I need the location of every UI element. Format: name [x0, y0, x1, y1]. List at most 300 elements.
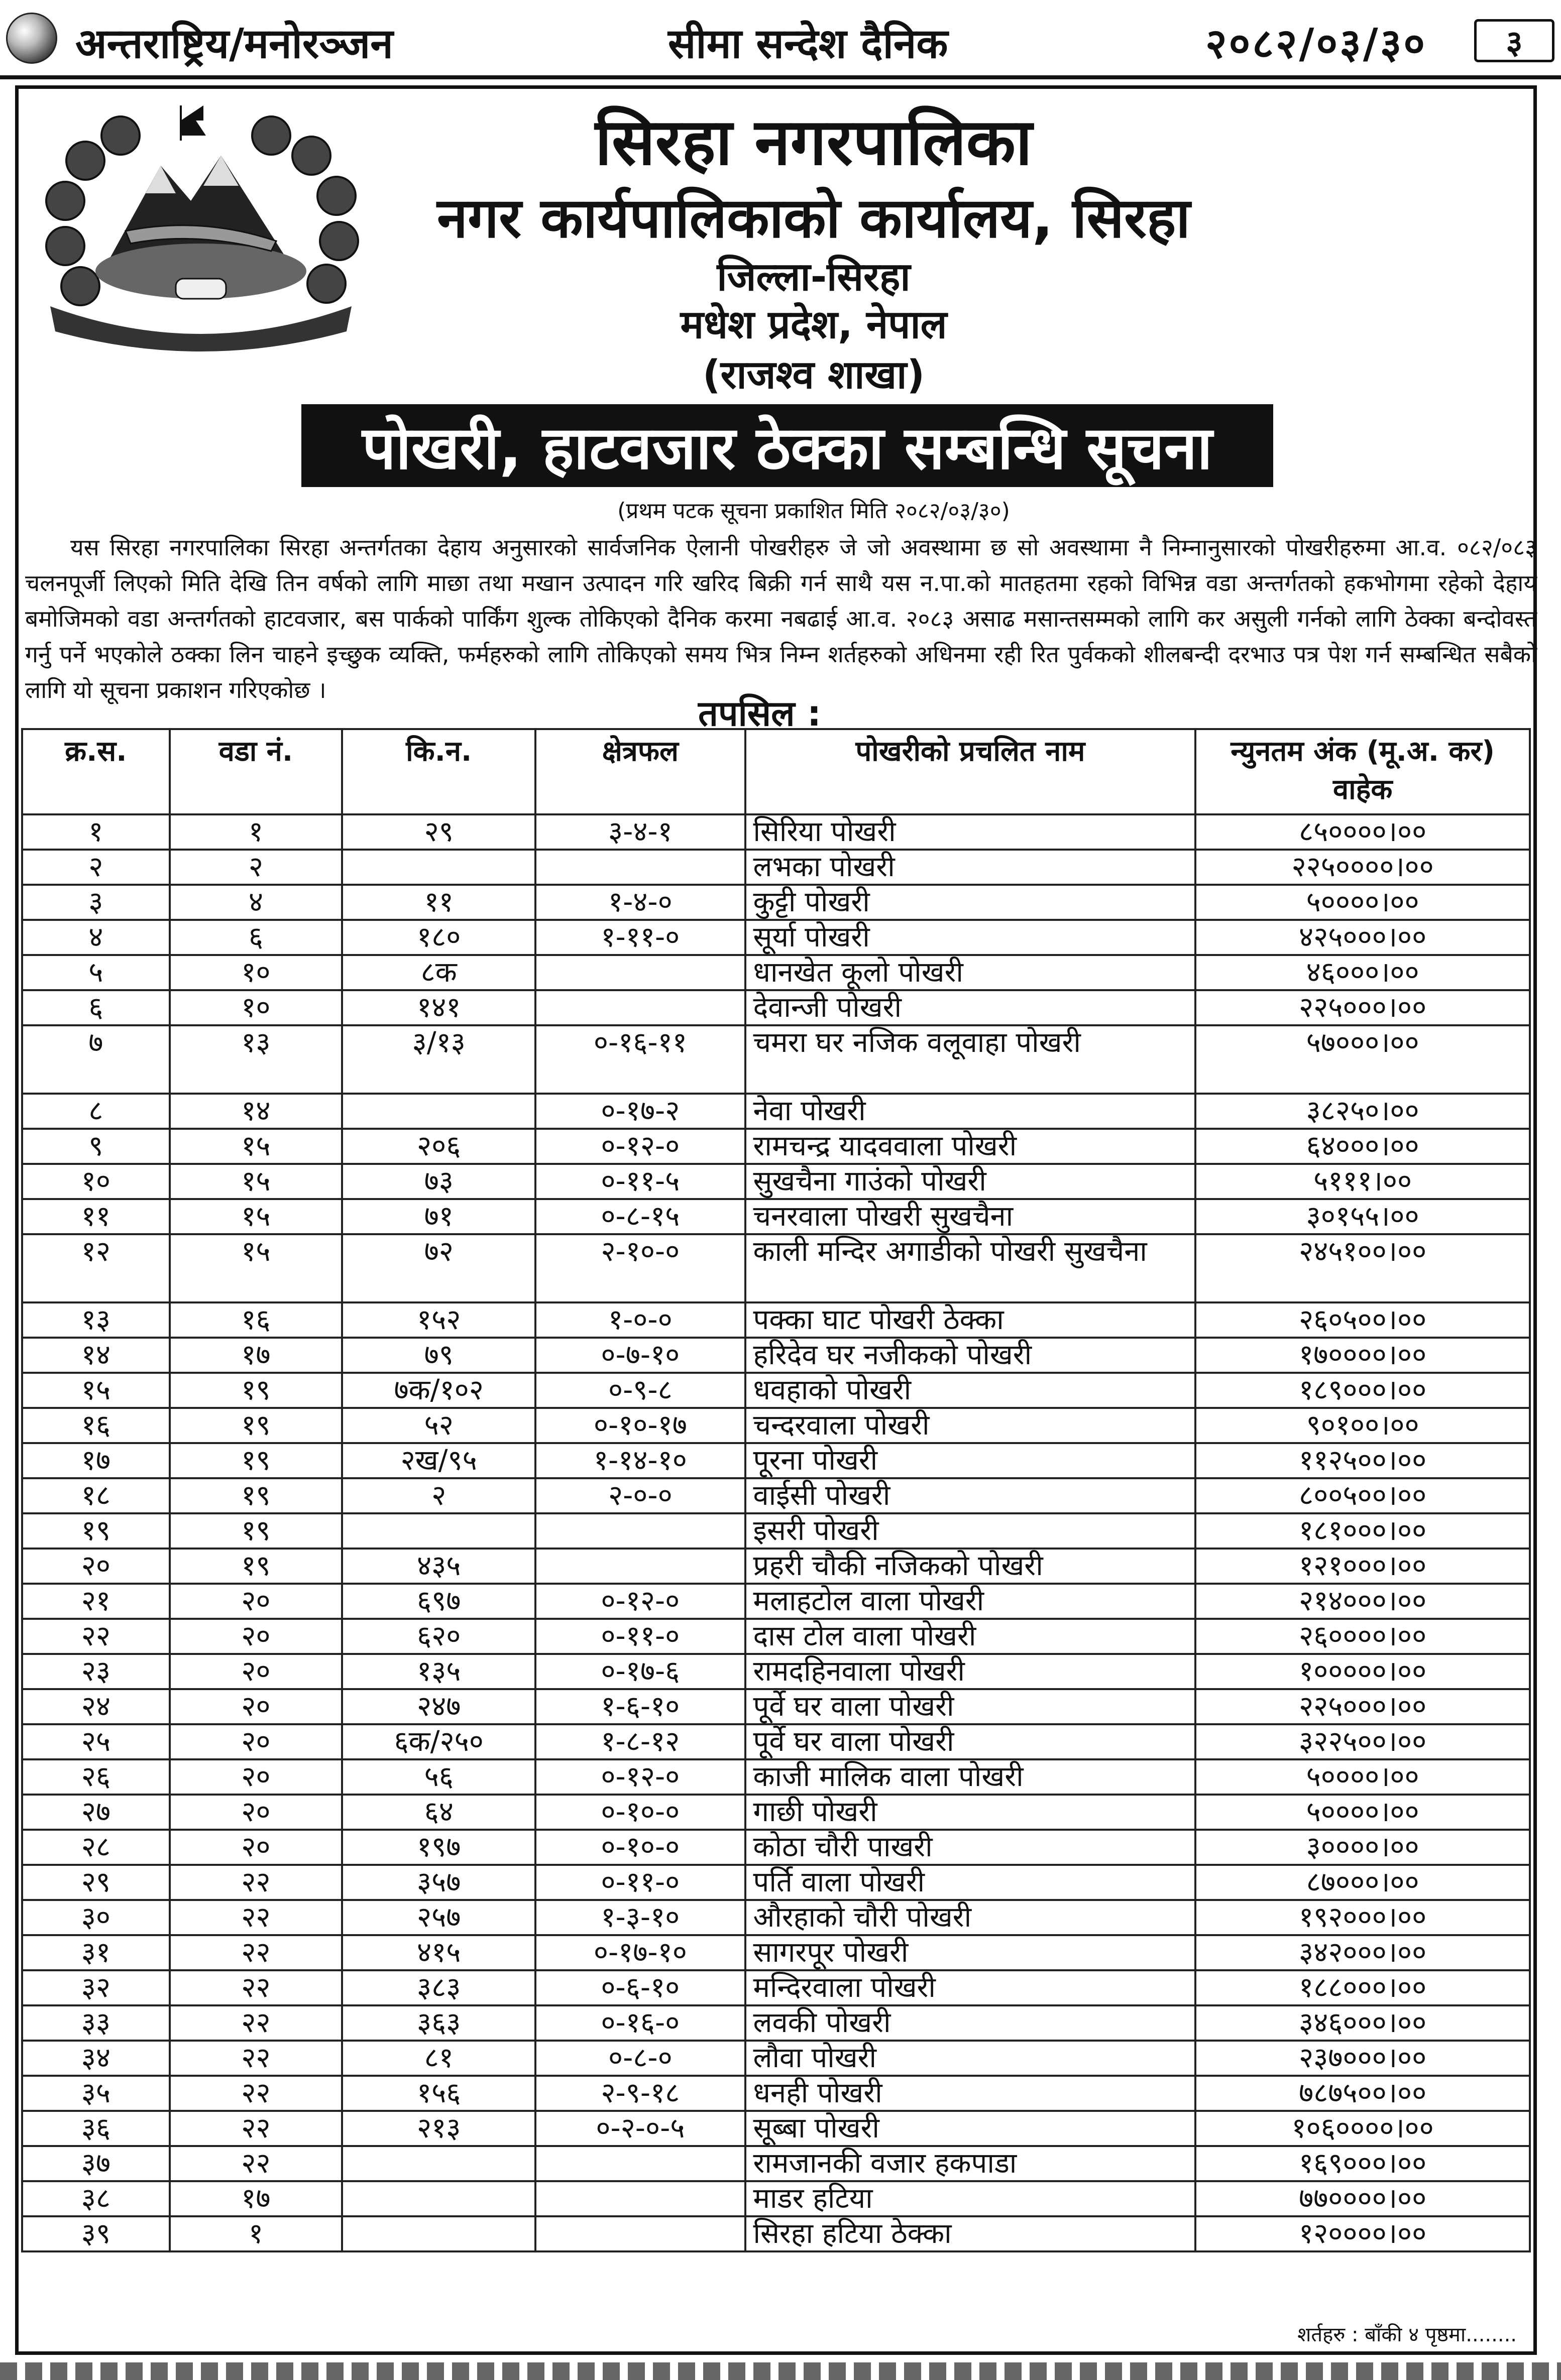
- table-cell: २३७०००।००: [1195, 2041, 1530, 2076]
- table-cell: ५७०००।००: [1195, 1025, 1530, 1094]
- table-cell: ३२२५००।००: [1195, 1724, 1530, 1759]
- table-row: [22, 1199, 1530, 1234]
- table-cell: १२१०००।००: [1195, 1549, 1530, 1584]
- table-cell: २०: [170, 1795, 343, 1830]
- table-cell: १९: [170, 1408, 343, 1443]
- table-row: [22, 2005, 1530, 2041]
- table-cell: ७८७५००।००: [1195, 2076, 1530, 2111]
- table-cell: [535, 955, 745, 990]
- table-cell: ६९७: [342, 1584, 535, 1619]
- table-cell: पूर्वे घर वाला पोखरी: [745, 1689, 1196, 1724]
- table-cell: २४५१००।००: [1195, 1234, 1530, 1302]
- publication-date-note: (प्रथम पटक सूचना प्रकाशित मिति २०८२/०३/३०): [617, 498, 1010, 524]
- table-row: [22, 1302, 1530, 1338]
- table-cell: ५१११।००: [1195, 1164, 1530, 1199]
- table-cell: १७: [22, 1443, 170, 1478]
- table-cell: २०: [170, 1584, 343, 1619]
- table-cell: ०-११-०: [535, 1619, 745, 1654]
- table-cell: ७९: [342, 1338, 535, 1373]
- table-cell: ३/१३: [342, 1025, 535, 1094]
- table-cell: औरहाको चौरी पोखरी: [745, 1900, 1196, 1935]
- table-cell: १९: [170, 1373, 343, 1408]
- table-cell: इसरी पोखरी: [745, 1513, 1196, 1549]
- table-cell: २६०५००।००: [1195, 1302, 1530, 1338]
- table-cell: ३८: [22, 2181, 170, 2216]
- table-cell: २२५००००।००: [1195, 850, 1530, 885]
- table-cell: २०: [170, 1654, 343, 1689]
- table-cell: १२००००।००: [1195, 2216, 1530, 2251]
- newspaper-name: सीमा सन्देश दैनिक: [668, 20, 948, 68]
- table-cell: कुट्टी पोखरी: [745, 885, 1196, 920]
- table-row: [22, 1654, 1530, 1689]
- table-cell: ६४०००।००: [1195, 1129, 1530, 1164]
- table-cell: रामदहिनवाला पोखरी: [745, 1654, 1196, 1689]
- table-row: [22, 1689, 1530, 1724]
- table-cell: ४: [170, 885, 343, 920]
- table-row: [22, 1549, 1530, 1584]
- table-row: [22, 1619, 1530, 1654]
- table-cell: मलाहटोल वाला पोखरी: [745, 1584, 1196, 1619]
- table-cell: २१३: [342, 2111, 535, 2146]
- table-cell: ६क/२५०: [342, 1724, 535, 1759]
- table-cell: ४६०००।००: [1195, 955, 1530, 990]
- table-cell: १-०-०: [535, 1302, 745, 1338]
- table-cell: २२: [170, 1970, 343, 2005]
- table-cell: ५००००।००: [1195, 885, 1530, 920]
- table-cell: १५: [170, 1234, 343, 1302]
- table-cell: १: [170, 814, 343, 850]
- table-row: [22, 1478, 1530, 1513]
- table-row: [22, 2216, 1530, 2251]
- table-caption: तपसिल :: [698, 693, 821, 734]
- table-cell: ३०१५५।००: [1195, 1199, 1530, 1234]
- table-row: [22, 1338, 1530, 1373]
- table-cell: २२: [170, 1935, 343, 1970]
- table-cell: ०-१२-०: [535, 1584, 745, 1619]
- table-cell: मन्दिरवाला पोखरी: [745, 1970, 1196, 2005]
- table-cell: १३५: [342, 1654, 535, 1689]
- table-cell: १७: [170, 2181, 343, 2216]
- table-cell: ४१५: [342, 1935, 535, 1970]
- table-cell: ०-८-१५: [535, 1199, 745, 1234]
- table-cell: १७००००।००: [1195, 1338, 1530, 1373]
- table-cell: ४: [22, 920, 170, 955]
- table-cell: सुखचैना गाउंको पोखरी: [745, 1164, 1196, 1199]
- table-cell: [535, 1549, 745, 1584]
- table-cell: रामजानकी वजार हकपाडा: [745, 2146, 1196, 2181]
- table-cell: २१४०००।००: [1195, 1584, 1530, 1619]
- table-cell: ८५००००।००: [1195, 814, 1530, 850]
- table-cell: १०: [170, 955, 343, 990]
- table-cell: [535, 1513, 745, 1549]
- table-cell: चनरवाला पोखरी सुखचैना: [745, 1199, 1196, 1234]
- table-cell: कोठा चौरी पाखरी: [745, 1830, 1196, 1865]
- table-cell: २०: [170, 1689, 343, 1724]
- table-cell: ०-१०-१७: [535, 1408, 745, 1443]
- column-header: क्षेत्रफल: [535, 729, 745, 814]
- table-row: [22, 814, 1530, 850]
- table-row: [22, 1513, 1530, 1549]
- table-cell: २ख/९५: [342, 1443, 535, 1478]
- table-cell: ८क: [342, 955, 535, 990]
- table-cell: देवान्जी पोखरी: [745, 990, 1196, 1025]
- table-cell: काजी मालिक वाला पोखरी: [745, 1759, 1196, 1795]
- table-cell: ०-१०-०: [535, 1830, 745, 1865]
- table-cell: ६: [170, 920, 343, 955]
- table-body: [22, 814, 1530, 2251]
- table-cell: ३१: [22, 1935, 170, 1970]
- column-header: क्र.स.: [22, 729, 170, 814]
- table-cell: १५: [170, 1199, 343, 1234]
- table-cell: ३: [22, 885, 170, 920]
- newspaper-header: [0, 0, 1561, 79]
- table-cell: १६: [22, 1408, 170, 1443]
- table-row: [22, 1865, 1530, 1900]
- table-cell: १९२०००।००: [1195, 1900, 1530, 1935]
- table-row: [22, 1584, 1530, 1619]
- table-cell: धनही पोखरी: [745, 2076, 1196, 2111]
- table-cell: १०६००००।००: [1195, 2111, 1530, 2146]
- notice-body: यस सिरहा नगरपालिका सिरहा अन्तर्गतका देहाय अनुसारको सार्वजनिक ऐलानी पोखरीहरु जे जो अवस्थामा छ सो अवस्थामा नै निम्नानुसारको पोखरीहरुमा आ.व. ०८२/०८३ चलनपूर्जी लिएको मिति देखि तिन वर्षको लागि माछा तथा मखान उत्पादन गरि खरिद बिक्री गर्न साथै यस न.पा.को मातहतमा रहको विभिन्न वडा अन्तर्गतको हकभोगमा रहेको देहाय बमोजिमको वडा अन्तर्गतको हाटवजार, बस पार्कको पार्किंग शुल्क तोकिएको दैनिक करमा नबढाई आ.व. २०८३ असाढ मसान्तसम्मको लागि कर असुली गर्नको लागि ठेक्का बन्दोवस्त गर्नु पर्ने भएकोले ठक्का लिन चाहने इच्छुक व्यक्ति, फर्महरुको लागि तोकिएको समय भित्र निम्न शर्तहरुको अधिनमा रही रित पुर्वकको शीलबन्दी दरभाउ पत्र पेश गर्न सम्बन्धित सबैको लागि यो सूचना प्रकाशन गरिएकोछ ।: [25, 534, 1537, 703]
- table-cell: १५: [22, 1373, 170, 1408]
- table-cell: २२: [170, 2041, 343, 2076]
- branch-name: (राजश्व शाखा): [702, 352, 925, 398]
- table-cell: २४: [22, 1689, 170, 1724]
- table-cell: ५००००।००: [1195, 1759, 1530, 1795]
- table-cell: २२: [170, 2005, 343, 2041]
- table-cell: १०: [22, 1164, 170, 1199]
- table-cell: ०-११-५: [535, 1164, 745, 1199]
- table-cell: पूर्वे घर वाला पोखरी: [745, 1724, 1196, 1759]
- table-cell: पर्ति वाला पोखरी: [745, 1865, 1196, 1900]
- table-cell: ०-१२-०: [535, 1129, 745, 1164]
- table-cell: ०-१७-६: [535, 1654, 745, 1689]
- table-row: [22, 1830, 1530, 1865]
- table-cell: सूब्बा पोखरी: [745, 2111, 1196, 2146]
- table-cell: ९: [22, 1129, 170, 1164]
- table-cell: २२५०००।००: [1195, 990, 1530, 1025]
- table-cell: २०: [170, 1759, 343, 1795]
- table-cell: सिरिया पोखरी: [745, 814, 1196, 850]
- table-cell: १-३-१०: [535, 1900, 745, 1935]
- table-cell: १-४-०: [535, 885, 745, 920]
- globe-icon: [6, 13, 57, 64]
- table-row: [22, 1900, 1530, 1935]
- table-cell: [342, 1513, 535, 1549]
- table-cell: ०-८-०: [535, 2041, 745, 2076]
- table-cell: [342, 2146, 535, 2181]
- table-cell: [342, 1094, 535, 1129]
- table-cell: २: [22, 850, 170, 885]
- table-row: [22, 920, 1530, 955]
- table-cell: गाछी पोखरी: [745, 1795, 1196, 1830]
- table-cell: १६९०००।००: [1195, 2146, 1530, 2181]
- table-row: [22, 885, 1530, 920]
- table-cell: ३२: [22, 1970, 170, 2005]
- table-cell: ३०: [22, 1900, 170, 1935]
- column-header: वडा नं.: [170, 729, 343, 814]
- table-cell: ३६३: [342, 2005, 535, 2041]
- table-cell: ३५७: [342, 1865, 535, 1900]
- table-cell: १३: [22, 1302, 170, 1338]
- table-row: [22, 2146, 1530, 2181]
- table-cell: १९: [170, 1549, 343, 1584]
- table-cell: २२: [170, 1900, 343, 1935]
- table-cell: २१: [22, 1584, 170, 1619]
- table-cell: ०-१६-०: [535, 2005, 745, 2041]
- table-cell: पक्का घाट पोखरी ठेक्का: [745, 1302, 1196, 1338]
- table-cell: [535, 2146, 745, 2181]
- table-cell: २-०-०: [535, 1478, 745, 1513]
- table-cell: ०-१७-२: [535, 1094, 745, 1129]
- table-row: [22, 1164, 1530, 1199]
- table-cell: ८००५००।००: [1195, 1478, 1530, 1513]
- table-row: [22, 2181, 1530, 2216]
- table-row: [22, 1935, 1530, 1970]
- table-cell: १: [170, 2216, 343, 2251]
- table-cell: [342, 2216, 535, 2251]
- table-cell: २५: [22, 1724, 170, 1759]
- table-cell: पूरना पोखरी: [745, 1443, 1196, 1478]
- table-cell: ३७: [22, 2146, 170, 2181]
- table-cell: १४: [170, 1094, 343, 1129]
- table-cell: २७: [22, 1795, 170, 1830]
- table-cell: ६२०: [342, 1619, 535, 1654]
- table-cell: ७७००००।००: [1195, 2181, 1530, 2216]
- table-cell: १-८-१२: [535, 1724, 745, 1759]
- table-row: [22, 1795, 1530, 1830]
- table-cell: २९: [342, 814, 535, 850]
- table-cell: २२५०००।००: [1195, 1689, 1530, 1724]
- table-cell: १८१०००।००: [1195, 1513, 1530, 1549]
- table-cell: ७३: [342, 1164, 535, 1199]
- table-cell: लवकी पोखरी: [745, 2005, 1196, 2041]
- table-cell: ९०१००।००: [1195, 1408, 1530, 1443]
- table-cell: २६००००।००: [1195, 1619, 1530, 1654]
- table-cell: १: [22, 814, 170, 850]
- table-cell: २४७: [342, 1689, 535, 1724]
- table-cell: १२: [22, 1234, 170, 1302]
- column-header: कि.न.: [342, 729, 535, 814]
- table-cell: १-१४-१०: [535, 1443, 745, 1478]
- table-cell: ८१: [342, 2041, 535, 2076]
- table-cell: ३३: [22, 2005, 170, 2041]
- table-cell: ३-४-१: [535, 814, 745, 850]
- table-row: [22, 850, 1530, 885]
- table-cell: १९: [170, 1513, 343, 1549]
- table-cell: [535, 2216, 745, 2251]
- table-cell: २-९-१८: [535, 2076, 745, 2111]
- table-cell: २०६: [342, 1129, 535, 1164]
- newspaper-date: २०८२/०३/३०: [1205, 20, 1427, 68]
- table-cell: [535, 850, 745, 885]
- table-row: [22, 1443, 1530, 1478]
- table-cell: [342, 2181, 535, 2216]
- table-cell: ५००००।००: [1195, 1795, 1530, 1830]
- table-cell: ०-१२-०: [535, 1759, 745, 1795]
- table-cell: ०-१०-०: [535, 1795, 745, 1830]
- table-cell: २२: [170, 2076, 343, 2111]
- table-row: [22, 2076, 1530, 2111]
- table-cell: २०: [170, 1830, 343, 1865]
- table-cell: २६: [22, 1759, 170, 1795]
- table-cell: १९: [22, 1513, 170, 1549]
- table-cell: २८: [22, 1830, 170, 1865]
- table-cell: ७: [22, 1025, 170, 1094]
- table-cell: माडर हटिया: [745, 2181, 1196, 2216]
- table-cell: ०-१६-११: [535, 1025, 745, 1094]
- table-cell: १८८०००।००: [1195, 1970, 1530, 2005]
- table-cell: ३५: [22, 2076, 170, 2111]
- table-cell: ६४: [342, 1795, 535, 1830]
- table-cell: प्रहरी चौकी नजिकको पोखरी: [745, 1549, 1196, 1584]
- table-row: [22, 1724, 1530, 1759]
- table-cell: १०००००।००: [1195, 1654, 1530, 1689]
- column-header: न्युनतम अंक (मू.अ. कर) वाहेक: [1195, 729, 1530, 814]
- table-cell: नेवा पोखरी: [745, 1094, 1196, 1129]
- table-cell: ०-९-८: [535, 1373, 745, 1408]
- table-cell: ३९: [22, 2216, 170, 2251]
- table-cell: २३: [22, 1654, 170, 1689]
- table-cell: ८७०००।००: [1195, 1865, 1530, 1900]
- municipality-name: सिरहा नगरपालिका: [595, 105, 1033, 180]
- table-cell: लभका पोखरी: [745, 850, 1196, 885]
- table-cell: काली मन्दिर अगाडीको पोखरी सुखचैना: [745, 1234, 1196, 1302]
- table-cell: १-११-०: [535, 920, 745, 955]
- table-cell: ३४६०००।००: [1195, 2005, 1530, 2041]
- column-header: पोखरीको प्रचलित नाम: [745, 729, 1196, 814]
- table-cell: १८०: [342, 920, 535, 955]
- table-cell: रामचन्द्र यादववाला पोखरी: [745, 1129, 1196, 1164]
- table-cell: धानखेत कूलो पोखरी: [745, 955, 1196, 990]
- table-cell: हरिदेव घर नजीकको पोखरी: [745, 1338, 1196, 1373]
- continued-note: शर्तहरु : बाँकी ४ पृष्ठमा........: [1297, 2323, 1517, 2346]
- table-cell: १०: [170, 990, 343, 1025]
- table-row: [22, 1025, 1530, 1094]
- table-cell: २९: [22, 1865, 170, 1900]
- table-cell: [535, 990, 745, 1025]
- table-cell: २२: [170, 2146, 343, 2181]
- table-cell: [342, 850, 535, 885]
- table-cell: २५७: [342, 1900, 535, 1935]
- table-cell: २०: [170, 1724, 343, 1759]
- district-name: जिल्ला-सिरहा: [717, 255, 911, 300]
- table-cell: २२: [170, 2111, 343, 2146]
- table-cell: सूर्या पोखरी: [745, 920, 1196, 955]
- table-cell: ०-११-०: [535, 1865, 745, 1900]
- table-cell: [535, 2181, 745, 2216]
- table-cell: १४: [22, 1338, 170, 1373]
- table-cell: ५२: [342, 1408, 535, 1443]
- table-cell: वाईसी पोखरी: [745, 1478, 1196, 1513]
- office-name: नगर कार्यपालिकाको कार्यालय, सिरहा: [437, 186, 1190, 250]
- table-row: [22, 1129, 1530, 1164]
- table-cell: १७: [170, 1338, 343, 1373]
- table-cell: १५२: [342, 1302, 535, 1338]
- table-cell: १५६: [342, 2076, 535, 2111]
- nepal-emblem-icon: [30, 100, 372, 362]
- table-cell: १९: [170, 1478, 343, 1513]
- table-cell: १६: [170, 1302, 343, 1338]
- table-row: [22, 2111, 1530, 2146]
- table-cell: ७२: [342, 1234, 535, 1302]
- tender-table: [21, 728, 1531, 2252]
- table-cell: १५: [170, 1129, 343, 1164]
- table-cell: १-६-१०: [535, 1689, 745, 1724]
- table-row: [22, 2041, 1530, 2076]
- table-cell: ४२५०००।००: [1195, 920, 1530, 955]
- table-cell: चन्दरवाला पोखरी: [745, 1408, 1196, 1443]
- table-cell: ४३५: [342, 1549, 535, 1584]
- table-cell: १९: [170, 1443, 343, 1478]
- table-cell: ३४: [22, 2041, 170, 2076]
- table-row: [22, 1408, 1530, 1443]
- table-cell: १५: [170, 1164, 343, 1199]
- table-cell: ०-२-०-५: [535, 2111, 745, 2146]
- table-cell: ८: [22, 1094, 170, 1129]
- table-cell: ३८२५०।००: [1195, 1094, 1530, 1129]
- table-cell: १९७: [342, 1830, 535, 1865]
- table-cell: १८९०००।००: [1195, 1373, 1530, 1408]
- table-cell: ३४२०००।००: [1195, 1935, 1530, 1970]
- table-row: [22, 1373, 1530, 1408]
- table-cell: सागरपूर पोखरी: [745, 1935, 1196, 1970]
- table-row: [22, 955, 1530, 990]
- table-cell: ५: [22, 955, 170, 990]
- table-row: [22, 1094, 1530, 1129]
- table-cell: २२: [170, 1865, 343, 1900]
- table-cell: चमरा घर नजिक वलूवाहा पोखरी: [745, 1025, 1196, 1094]
- table-cell: २-१०-०: [535, 1234, 745, 1302]
- table-cell: ३८३: [342, 1970, 535, 2005]
- table-cell: १४१: [342, 990, 535, 1025]
- table-cell: धवहाको पोखरी: [745, 1373, 1196, 1408]
- table-cell: लौवा पोखरी: [745, 2041, 1196, 2076]
- table-cell: ०-७-१०: [535, 1338, 745, 1373]
- table-cell: ०-६-१०: [535, 1970, 745, 2005]
- table-cell: ०-१७-१०: [535, 1935, 745, 1970]
- table-cell: दास टोल वाला पोखरी: [745, 1619, 1196, 1654]
- table-cell: ७क/१०२: [342, 1373, 535, 1408]
- table-cell: ११: [342, 885, 535, 920]
- table-cell: सिरहा हटिया ठेक्का: [745, 2216, 1196, 2251]
- table-header-row: [22, 729, 1530, 814]
- province-name: मधेश प्रदेश, नेपाल: [680, 302, 947, 347]
- table-cell: ३६: [22, 2111, 170, 2146]
- table-cell: ६: [22, 990, 170, 1025]
- table-cell: ११: [22, 1199, 170, 1234]
- table-row: [22, 1234, 1530, 1302]
- table-row: [22, 1970, 1530, 2005]
- table-cell: ५६: [342, 1759, 535, 1795]
- table-cell: २०: [170, 1619, 343, 1654]
- table-cell: २: [342, 1478, 535, 1513]
- notice-title: पोखरी, हाटवजार ठेक्का सम्बन्धि सूचना: [301, 404, 1273, 487]
- page-number: ३: [1474, 19, 1554, 62]
- table-row: [22, 990, 1530, 1025]
- footer-strip: [0, 2362, 1561, 2380]
- table-row: [22, 1759, 1530, 1795]
- table-cell: १८: [22, 1478, 170, 1513]
- table-cell: ७१: [342, 1199, 535, 1234]
- table-cell: ११२५००।००: [1195, 1443, 1530, 1478]
- table-cell: ३००००।००: [1195, 1830, 1530, 1865]
- table-cell: २: [170, 850, 343, 885]
- table-cell: २०: [22, 1549, 170, 1584]
- section-name: अन्तराष्ट्रिय/मनोरञ्जन: [75, 20, 393, 68]
- table-cell: २२: [22, 1619, 170, 1654]
- table-cell: १३: [170, 1025, 343, 1094]
